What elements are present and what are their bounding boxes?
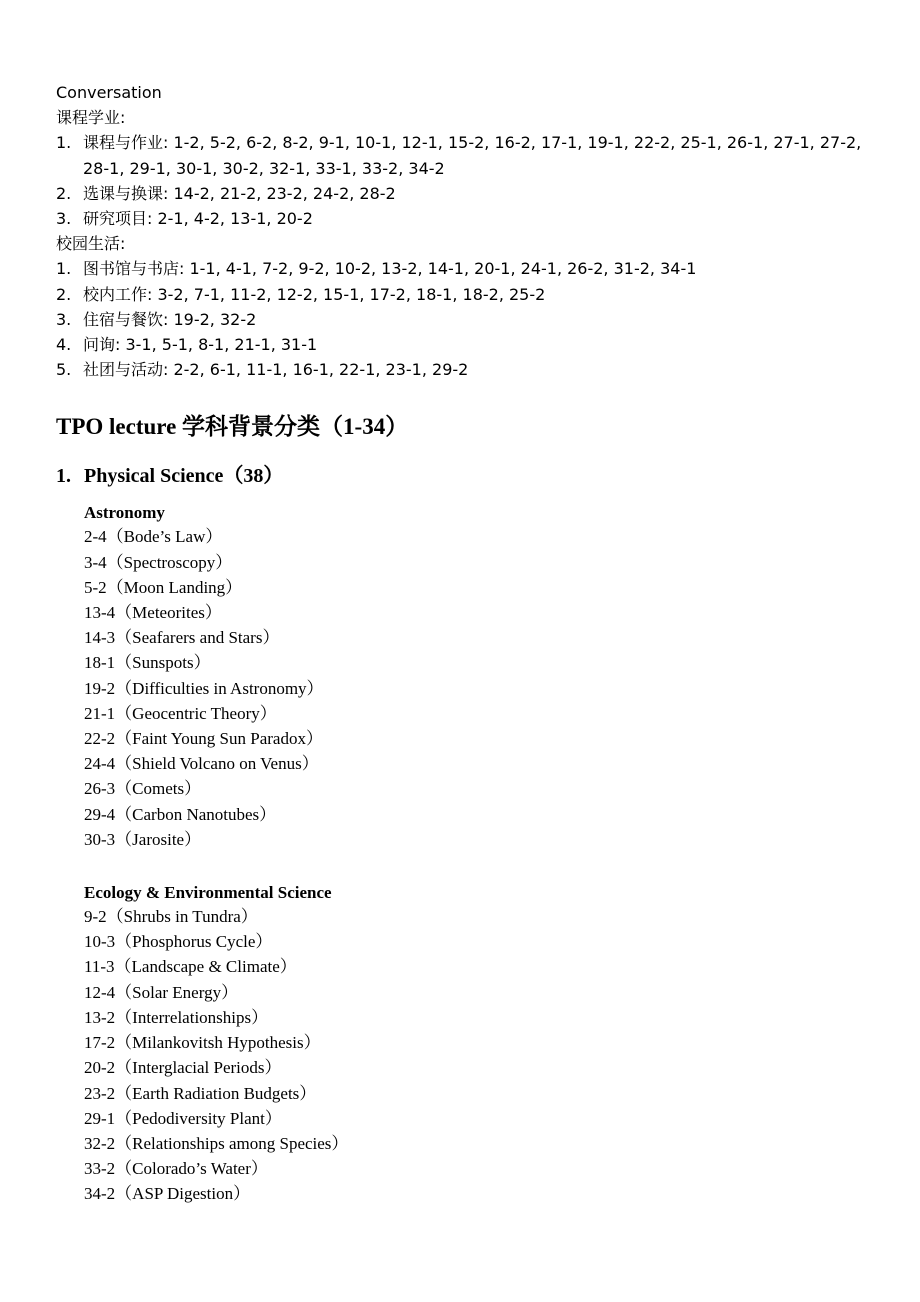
campus-item-text: 校内工作: 3-2, 7-1, 11-2, 12-2, 15-1, 17-2, 18-1, 18-2, 25-2	[83, 284, 546, 304]
category-title: Astronomy	[84, 503, 165, 523]
lecture-entry: 23-2（Earth Radiation Budgets）	[84, 1083, 317, 1103]
conversation-section	[56, 80, 876, 382]
campus-item	[56, 332, 876, 357]
lecture-entry: 21-1（Geocentric Theory）	[84, 703, 277, 723]
lecture-entry: 32-2（Relationships among Species）	[84, 1133, 349, 1153]
lecture-entry: 13-4（Meteorites）	[84, 603, 222, 623]
lecture-entry: 19-2（Difficulties in Astronomy）	[84, 678, 324, 698]
course-item	[56, 206, 876, 231]
campus-item	[56, 282, 876, 307]
category-astronomy	[56, 502, 876, 852]
course-item-number: 3.	[56, 209, 72, 229]
course-item-text: 选课与换课: 14-2, 21-2, 23-2, 24-2, 28-2	[83, 183, 396, 203]
lecture-entry: 2-4（Bode’s Law）	[84, 527, 223, 547]
campus-item-number: 1.	[56, 259, 72, 279]
campus-item-text: 住宿与餐饮: 19-2, 32-2	[83, 309, 257, 329]
section-title-text: Physical Science（38）	[84, 465, 284, 488]
campus-item-number: 2.	[56, 284, 72, 304]
campus-item-number: 3.	[56, 309, 72, 329]
lecture-entry: 22-2（Faint Young Sun Paradox）	[84, 729, 323, 749]
lecture-title: TPO lecture 学科背景分类（1-34）	[56, 414, 409, 440]
lecture-entry: 24-4（Shield Volcano on Venus）	[84, 754, 319, 774]
lecture-entry: 3-4（Spectroscopy）	[84, 552, 233, 572]
lecture-entry: 29-1（Pedodiversity Plant）	[84, 1108, 282, 1128]
section-title	[56, 462, 876, 490]
lecture-entry: 26-3（Comets）	[84, 779, 202, 799]
campus-item-text: 社团与活动: 2-2, 6-1, 11-1, 16-1, 22-1, 23-1, 29-2	[83, 360, 469, 380]
lecture-entry: 20-2（Interglacial Periods）	[84, 1058, 282, 1078]
lecture-entry: 29-4（Carbon Nanotubes）	[84, 804, 277, 824]
course-item-number: 1.	[56, 133, 72, 153]
course-item-text: 研究项目: 2-1, 4-2, 13-1, 20-2	[83, 209, 313, 229]
course-item	[56, 130, 876, 180]
lecture-entry: 14-3（Seafarers and Stars）	[84, 628, 280, 648]
campus-heading: 校园生活:	[56, 234, 126, 254]
lecture-entry: 12-4（Solar Energy）	[84, 982, 239, 1002]
lecture-entry: 5-2（Moon Landing）	[84, 577, 243, 597]
campus-item-text: 图书馆与书店: 1-1, 4-1, 7-2, 9-2, 10-2, 13-2, 14-1, 20-1, 24-1, 26-2, 31-2, 34-1	[83, 259, 697, 279]
lecture-entry: 9-2（Shrubs in Tundra）	[84, 907, 258, 927]
lecture-entry: 13-2（Interrelationships）	[84, 1007, 269, 1027]
lecture-entry: 34-2（ASP Digestion）	[84, 1184, 251, 1204]
lecture-entry: 11-3（Landscape & Climate）	[84, 957, 297, 977]
conversation-title: Conversation	[56, 83, 162, 102]
course-item-number: 2.	[56, 183, 72, 203]
course-item-text: 课程与作业: 1-2, 5-2, 6-2, 8-2, 9-1, 10-1, 12-1, 15-2, 16-2, 17-1, 19-1, 22-2, 25-1, 26-1, 27-1, 27-2, 28-1, 29-1, 30-1, 30-2, 32-1, 33-1, 33-2, 34-2	[83, 133, 862, 178]
section-number: 1.	[56, 465, 71, 488]
campus-item-number: 5.	[56, 360, 72, 380]
course-heading: 课程学业:	[56, 108, 126, 128]
lecture-entry: 30-3（Jarosite）	[84, 829, 202, 849]
campus-item-text: 问询: 3-1, 5-1, 8-1, 21-1, 31-1	[83, 335, 318, 355]
lecture-entry: 17-2（Milankovitsh Hypothesis）	[84, 1033, 321, 1053]
document-page	[56, 80, 876, 1207]
campus-item-number: 4.	[56, 335, 72, 355]
lecture-entry: 10-3（Phosphorus Cycle）	[84, 932, 273, 952]
category-ecology	[56, 882, 876, 1206]
lecture-entry: 18-1（Sunspots）	[84, 653, 211, 673]
campus-item	[56, 357, 876, 382]
campus-item	[56, 307, 876, 332]
lecture-entry: 33-2（Colorado’s Water）	[84, 1159, 268, 1179]
category-title: Ecology & Environmental Science	[84, 883, 332, 903]
campus-item	[56, 256, 876, 281]
course-item	[56, 181, 876, 206]
